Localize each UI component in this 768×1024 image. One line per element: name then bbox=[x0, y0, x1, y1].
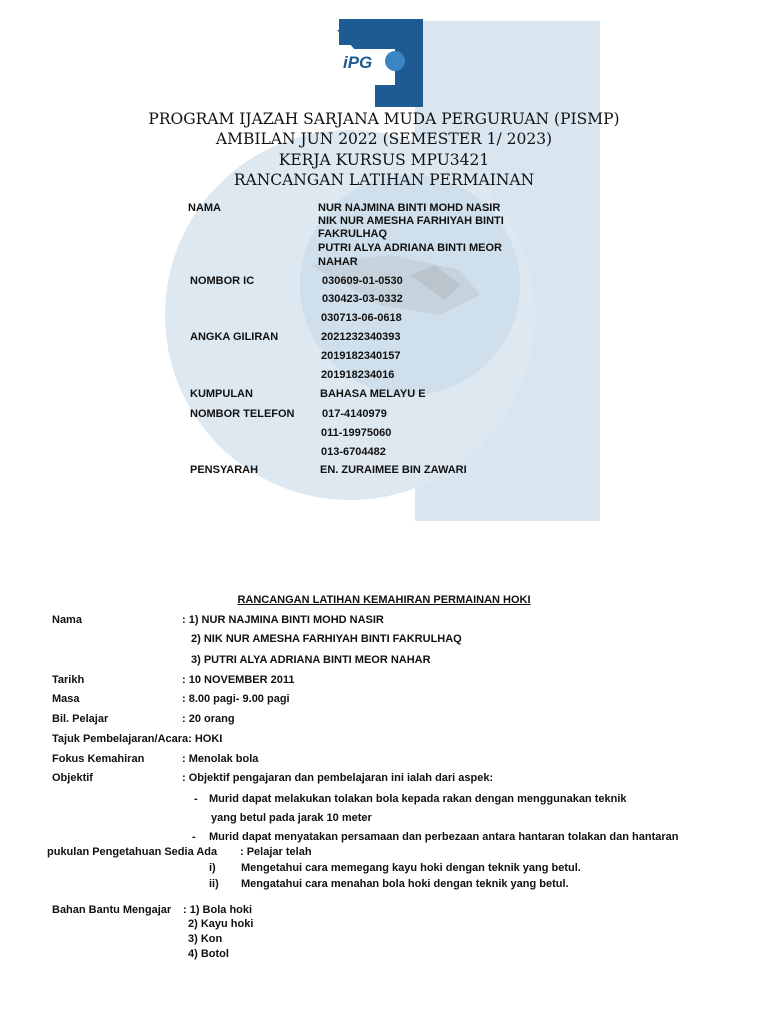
plan-fokus-value: : Menolak bola bbox=[182, 753, 259, 765]
plan-objektif-label: Objektif bbox=[52, 772, 93, 784]
pukulan-label: pukulan Pengetahuan Sedia Ada bbox=[47, 846, 218, 858]
bahan-1: : 1) Bola hoki bbox=[183, 904, 253, 916]
name-2: NIK NUR AMESHA FARHIYAH BINTI bbox=[318, 215, 504, 227]
label-telefon: NOMBOR TELEFON bbox=[190, 408, 295, 420]
bahan-label: Bahan Bantu Mengajar bbox=[52, 904, 172, 916]
telefon-2: 011-19975060 bbox=[321, 427, 392, 439]
plan-tarikh-value: : 10 NOVEMBER 2011 bbox=[182, 674, 295, 686]
objektif-bullet-1: Murid dapat melakukan tolakan bola kepada rakan dengan menggunakan teknik bbox=[209, 793, 627, 805]
ic-1: 030609-01-0530 bbox=[322, 275, 403, 287]
plan-fokus-label: Fokus Kemahiran bbox=[52, 753, 145, 765]
plan-nama-3: 3) PUTRI ALYA ADRIANA BINTI MEOR NAHAR bbox=[191, 654, 431, 666]
angka-2: 2019182340157 bbox=[321, 350, 401, 362]
plan-bil-label: Bil. Pelajar bbox=[52, 713, 109, 725]
objektif-bullet-2: Murid dapat menyatakan persamaan dan perbezaan antara hantaran tolakan dan hantaran bbox=[209, 831, 679, 843]
plan-bil-value: : 20 orang bbox=[182, 713, 235, 725]
roman-1-text: Mengetahui cara memegang kayu hoki dengan teknik yang betul. bbox=[241, 862, 581, 874]
bahan-2: 2) Kayu hoki bbox=[188, 918, 254, 930]
cover-title-line-3: KERJA KURSUS MPU3421 bbox=[278, 151, 490, 169]
name-1: NUR NAJMINA BINTI MOHD NASIR bbox=[318, 202, 501, 214]
angka-1: 2021232340393 bbox=[321, 331, 401, 343]
pukulan-value: : Pelajar telah bbox=[240, 846, 312, 858]
cover-title-line-4: RANCANGAN LATIHAN PERMAINAN bbox=[233, 171, 535, 189]
bullet-marker-1: - bbox=[194, 793, 198, 805]
bahan-4: 4) Botol bbox=[188, 948, 229, 960]
plan-masa-value: : 8.00 pagi- 9.00 pagi bbox=[182, 693, 290, 705]
ic-3: 030713-06-0618 bbox=[321, 312, 402, 324]
name-2b: FAKRULHAQ bbox=[318, 228, 388, 240]
telefon-1: 017-4140979 bbox=[322, 408, 387, 420]
angka-3: 201918234016 bbox=[321, 369, 395, 381]
name-3b: NAHAR bbox=[318, 256, 358, 268]
plan-objektif-value: : Objektif pengajaran dan pembelajaran ini ialah dari aspek: bbox=[182, 772, 494, 784]
label-ic: NOMBOR IC bbox=[190, 275, 255, 287]
cover-title-line-2: AMBILAN JUN 2022 (SEMESTER 1/ 2023) bbox=[215, 130, 553, 148]
telefon-3: 013-6704482 bbox=[321, 446, 386, 458]
name-3: PUTRI ALYA ADRIANA BINTI MEOR bbox=[318, 242, 502, 254]
logo-text: iPG bbox=[343, 53, 373, 72]
bullet-marker-2: - bbox=[192, 831, 196, 843]
label-nama: NAMA bbox=[188, 202, 221, 214]
plan-masa-label: Masa bbox=[52, 693, 80, 705]
ic-2: 030423-03-0332 bbox=[322, 293, 403, 305]
label-angka: ANGKA GILIRAN bbox=[190, 331, 279, 343]
plan-nama-1: : 1) NUR NAJMINA BINTI MOHD NASIR bbox=[182, 614, 384, 626]
roman-2-num: ii) bbox=[209, 878, 219, 890]
plan-tajuk: Tajuk Pembelajaran/Acara: HOKI bbox=[52, 733, 223, 745]
plan-heading: RANCANGAN LATIHAN KEMAHIRAN PERMAINAN HOKI bbox=[237, 594, 531, 606]
objektif-bullet-1-cont: yang betul pada jarak 10 meter bbox=[211, 812, 372, 824]
bahan-3: 3) Kon bbox=[188, 933, 223, 945]
roman-1-num: i) bbox=[209, 862, 216, 874]
roman-2-text: Mengatahui cara menahan bola hoki dengan teknik yang betul. bbox=[241, 878, 569, 890]
kumpulan-value: BAHASA MELAYU E bbox=[320, 388, 426, 400]
pensyarah-value: EN. ZURAIMEE BIN ZAWARI bbox=[320, 464, 467, 476]
logo bbox=[335, 15, 427, 111]
label-kumpulan: KUMPULAN bbox=[190, 388, 253, 400]
plan-nama-2: 2) NIK NUR AMESHA FARHIYAH BINTI FAKRULHAQ bbox=[191, 633, 462, 645]
plan-nama-label: Nama bbox=[52, 614, 82, 626]
plan-tarikh-label: Tarikh bbox=[52, 674, 85, 686]
cover-title-line-1: PROGRAM IJAZAH SARJANA MUDA PERGURUAN (PISMP) bbox=[148, 110, 620, 128]
label-pensyarah: PENSYARAH bbox=[190, 464, 259, 476]
